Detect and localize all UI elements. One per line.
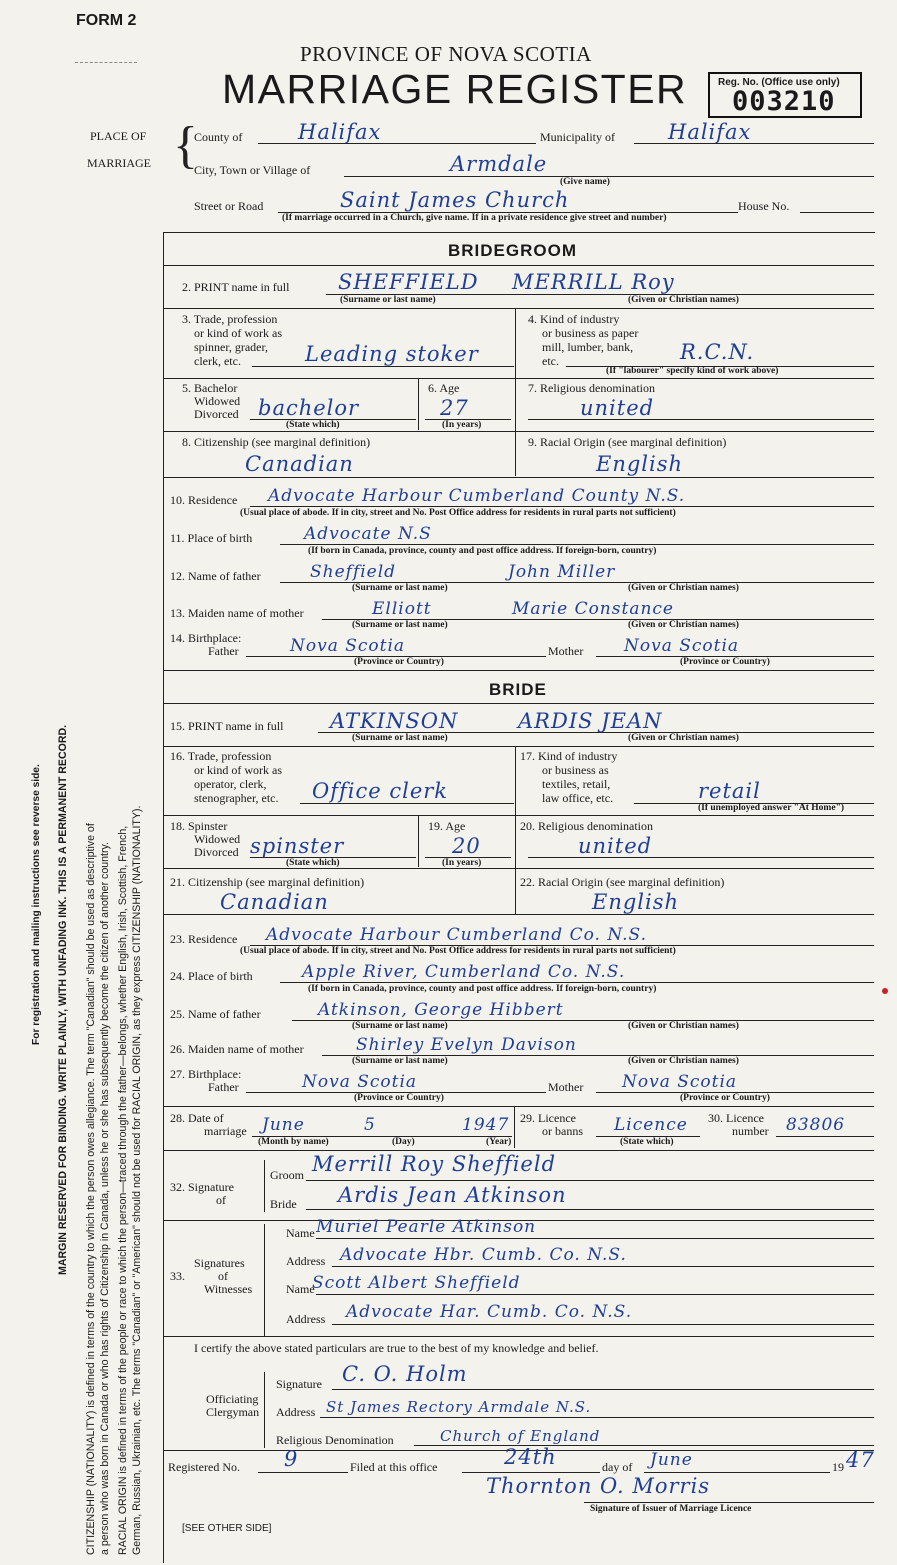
f27-cap-a: (Province or Country) [354,1093,444,1103]
f26-cap-given: (Given or Christian names) [628,1056,739,1066]
clergy-divider [264,1372,265,1448]
groom-signature: Merrill Roy Sheffield [312,1152,557,1176]
registered-label: Registered No. [168,1460,240,1474]
groom-sig-label: Groom [270,1168,304,1182]
bride-origin: English [592,890,680,914]
groom-mother-given: Marie Constance [512,599,674,619]
f11-label: 11. Place of birth [170,531,253,545]
clergy-sig-label: Signature [276,1377,322,1391]
registered-no: 9 [284,1447,299,1471]
groom-mother-bp: Nova Scotia [624,636,740,656]
municipality-label: Municipality of [540,130,615,144]
f16-l1: 16. Trade, profession [170,749,272,763]
groom-bottom-rule [163,670,874,671]
f17-l3: textiles, retail, [542,777,611,791]
f9-label: 9. Racial Origin (see marginal definition) [528,435,727,449]
reg-no-value: 003210 [732,86,836,117]
groom-citizenship: Canadian [245,452,354,476]
bride-birthplace: Apple River, Cumberland Co. N.S. [302,962,626,982]
city-label: City, Town or Village of [194,163,311,177]
groom-age: 27 [440,396,469,420]
w2-addr-label: Address [286,1312,326,1326]
f16-l4: stenographer, etc. [194,791,279,805]
f28-l2: marriage [204,1124,247,1138]
clergy-address: St James Rectory Armdale N.S. [326,1398,592,1416]
f10-label: 10. Residence [170,493,238,507]
f16-line [300,803,514,804]
filed-month-line [644,1472,830,1473]
street-note: (If marriage occurred in a Church, give name. If in a private residence give street and number) [282,213,667,223]
county-value: Halifax [298,120,382,144]
clergy-sig-line [332,1389,874,1390]
f24-label: 24. Place of birth [170,969,253,983]
filed-year-prefix: 19 [832,1460,844,1474]
f14-mother-label: Mother [548,644,584,658]
margin-line-1: For registration and mailing instructions see reverse side. [31,764,42,1045]
f29-state: (State which) [620,1137,674,1147]
f15-text: 15. PRINT name in full [170,719,284,733]
reg-no-box [708,72,862,118]
rule-after-f27 [163,1106,874,1107]
w1-addr-label: Address [286,1254,326,1268]
reg-no-label: Reg. No. (Office use only) [718,77,840,88]
f3-l4: clerk, etc. [194,354,241,368]
groom-status: bachelor [258,396,360,420]
house-line [800,212,874,213]
bride-state-which: (State which) [286,858,340,868]
page-title: MARRIAGE REGISTER [222,66,688,112]
groom-father-bp: Nova Scotia [290,636,406,656]
groom-cap-given: (Given or Christian names) [628,295,739,305]
groom-in-years: (In years) [442,420,482,430]
margin-line-6: German, Russian, Ukrainian, etc. The terms "Canadian" or "American" should not be used for RACIAL ORIGIN, as they express CITIZENSHIP (NATIONALITY). [131,805,143,1555]
bride-col-divider [515,746,516,914]
place-of-label: PLACE OF [90,129,147,143]
bride-citizenship: Canadian [220,890,329,914]
f17-l1: 17. Kind of industry [520,749,618,763]
officiating-l1: Officiating [206,1392,259,1406]
f3-l1: 3. Trade, profession [182,312,278,326]
w2-name-label: Name [286,1282,315,1296]
f29-l1: 29. Licence [520,1111,576,1125]
officiating-l2: Clergyman [206,1405,260,1419]
county-label: County of [194,130,243,144]
groom-father-surname: Sheffield [310,562,397,582]
f30-l2: number [732,1124,769,1138]
f17-note: (If unemployed answer "At Home") [698,803,845,813]
groom-mother-surname: Elliott [372,599,432,619]
marriage-month: June [262,1115,305,1135]
f2-text: 2. PRINT name in full [182,280,290,294]
witness1-address: Advocate Hbr. Cumb. Co. N.S. [340,1245,627,1265]
rule-after-f8 [163,477,874,478]
witness2-address: Advocate Har. Cumb. Co. N.S. [346,1302,633,1322]
f23-label: 23. Residence [170,932,238,946]
f6-label: 6. Age [428,381,460,395]
rule-after-f28 [163,1150,874,1151]
clergy-denomination: Church of England [440,1427,601,1445]
f13-cap-given: (Given or Christian names) [628,620,739,630]
f18-l3: Divorced [194,845,239,859]
f27-mother-label: Mother [548,1080,584,1094]
bride-cap-surname: (Surname or last name) [352,733,448,743]
f4-l1: 4. Kind of industry [528,312,620,326]
f30-l1: 30. Licence [708,1111,764,1125]
issuer-caption: Signature of Issuer of Marriage Licence [590,1504,752,1514]
groom-surname: SHEFFIELD [338,270,479,294]
groom-cap-surname: (Surname or last name) [340,295,436,305]
f12-cap-surname: (Surname or last name) [352,583,448,593]
f16-l3: operator, clerk, [194,777,267,791]
street-label: Street or Road [194,199,264,213]
cap-month: (Month by name) [258,1137,329,1147]
bride-head-rule [163,703,874,704]
f3-line [252,366,514,367]
groom-sig-line [306,1180,874,1181]
clergy-denom-label: Religious Denomination [276,1433,394,1447]
groom-origin: English [596,452,684,476]
f32-divider [264,1160,265,1212]
f5-l2: Widowed [194,394,241,408]
clergy-addr-label: Address [276,1405,316,1419]
licence-number: 83806 [786,1115,846,1135]
f25-cap-surname: (Surname or last name) [352,1021,448,1031]
rule-after-f18 [163,868,874,869]
f2-label [182,281,289,294]
f23-note: (Usual place of abode. If in city, street and No. Post Office address for residents in rural parts not sufficient) [240,946,676,956]
marriage-label: MARRIAGE [87,156,152,170]
bride-residence: Advocate Harbour Cumberland Co. N.S. [266,925,647,945]
f11-note: (If born in Canada, province, county and post office address. If foreign-born, country) [308,546,657,556]
bride-mother-bp: Nova Scotia [622,1072,738,1092]
bride-surname: ATKINSON [330,709,459,733]
f25-label: 25. Name of father [170,1007,261,1021]
groom-col-divider [515,308,516,476]
filed-line [462,1472,600,1473]
groom-industry: R.C.N. [680,340,755,364]
bride-cap-given: (Given or Christian names) [628,733,739,743]
f19-divider [418,815,419,867]
bride-age: 20 [452,834,481,858]
ink-dot [882,988,888,994]
groom-birthplace: Advocate N.S [304,524,432,544]
f13-cap-surname: (Surname or last name) [352,620,448,630]
f27-cap-b: (Province or Country) [680,1093,770,1103]
issuer-signature: Thornton O. Morris [486,1474,711,1498]
street-value: Saint James Church [340,188,570,212]
rule-after-f5 [163,431,874,432]
f7-label: 7. Religious denomination [528,381,655,395]
f14-cap-b: (Province or Country) [680,657,770,667]
f16-l2: or kind of work as [194,763,282,777]
f33-l1: Signatures [194,1256,245,1270]
witness2-name: Scott Albert Sheffield [312,1273,521,1293]
cap-year: (Year) [486,1137,512,1147]
w2-addr-line [332,1324,874,1325]
header-dash [75,62,137,63]
licence-type: Licence [614,1115,688,1135]
f12-label: 12. Name of father [170,569,261,583]
marriage-day: 5 [364,1115,376,1135]
groom-head-rule [163,265,874,266]
rule-after-f16 [163,815,874,816]
f26-cap-surname: (Surname or last name) [352,1056,448,1066]
brace: { [173,117,198,174]
f32-l1: 32. Signature [170,1180,234,1194]
groom-state-which: (State which) [286,420,340,430]
f4-l4: etc. [542,354,559,368]
f29-l2: or banns [542,1124,583,1138]
f27-l2: Father [208,1080,239,1094]
groom-religion: united [580,396,655,420]
f13-label: 13. Maiden name of mother [170,606,304,620]
f22-label: 22. Racial Origin (see marginal definition) [520,875,725,889]
house-label: House No. [738,199,790,213]
bride-father-bp: Nova Scotia [302,1072,418,1092]
f4-note: (If "labourer" specify kind of work above) [606,366,779,376]
rule-after-f33 [163,1336,874,1337]
f33-divider [264,1224,265,1336]
f18-l1: 18. Spinster [170,819,228,833]
f26-label: 26. Maiden name of mother [170,1042,304,1056]
rule-after-f3 [163,378,874,379]
province-heading: PROVINCE OF NOVA SCOTIA [300,42,592,66]
f6-divider [418,378,419,430]
marriage-year: 1947 [462,1115,510,1135]
f19-label: 19. Age [428,819,466,833]
f15-label [170,720,283,733]
f5-l3: Divorced [194,407,239,421]
groom-residence: Advocate Harbour Cumberland County N.S. [268,486,686,506]
margin-line-2: MARGIN RESERVED FOR BINDING. WRITE PLAINLY, WITH UNFADING INK. THIS IS A PERMANENT RECORD. [57,724,69,1275]
bridegroom-heading: BRIDEGROOM [448,241,577,260]
witness1-name: Muriel Pearle Atkinson [316,1217,537,1237]
f4-l2: or business as paper [542,326,639,340]
bride-status: spinster [250,834,345,858]
f24-note: (If born in Canada, province, county and post office address. If foreign-born, country) [308,984,657,994]
f27-l1: 27. Birthplace: [170,1067,242,1081]
f3-l3: spinner, grader, [194,340,269,354]
filed-month: June [650,1450,693,1470]
filed-day: 24th [504,1445,557,1469]
bride-sig-line [306,1209,874,1210]
rule-after-f15 [163,746,874,747]
groom-trade: Leading stoker [305,342,479,366]
f3-l2: or kind of work as [194,326,282,340]
see-other-side: [SEE OTHER SIDE] [182,1523,272,1534]
f8-label: 8. Citizenship (see marginal definition) [182,435,371,449]
f14-l1: 14. Birthplace: [170,631,242,645]
f4-l3: mill, lumber, bank, [542,340,634,354]
filed-year: 47 [846,1448,875,1472]
f33-l2: of [218,1269,228,1283]
f17-l2: or business as [542,763,609,777]
bride-heading: BRIDE [489,680,547,699]
bride-mother: Shirley Evelyn Davison [356,1035,577,1055]
f32-l2: of [216,1193,226,1207]
f14-l2: Father [208,644,239,658]
form-number: FORM 2 [76,12,137,29]
f12-cap-given: (Given or Christian names) [628,583,739,593]
bride-father: Atkinson, George Hibbert [318,1000,564,1020]
rule-after-f2 [163,308,874,309]
groom-given: MERRILL Roy [512,270,675,294]
city-note: (Give name) [560,177,610,187]
bride-in-years: (In years) [442,858,482,868]
margin-line-3: CITIZENSHIP (NATIONALITY) is defined in terms of the country to which the person owes allegiance. The term "Canadian" should be used as descriptive of [85,823,97,1555]
f33-l3: Witnesses [204,1282,253,1296]
bride-religion: united [578,834,653,858]
bride-trade: Office clerk [312,779,449,803]
cap-day: (Day) [392,1137,415,1147]
f17-l4: law office, etc. [542,791,614,805]
certify-text: I certify the above stated particulars are true to the best of my knowledge and belief. [194,1341,599,1355]
city-value: Armdale [450,152,548,176]
bride-industry: retail [698,779,761,803]
w1-name-label: Name [286,1226,315,1240]
f21-label: 21. Citizenship (see marginal definition) [170,875,365,889]
f20-label: 20. Religious denomination [520,819,653,833]
bride-signature: Ardis Jean Atkinson [338,1183,567,1207]
f10-note: (Usual place of abode. If in city, street and No. Post Office address for residents in rural parts not sufficient) [240,508,676,518]
municipality-value: Halifax [668,120,752,144]
f29-divider [514,1106,515,1148]
margin-line-5: RACIAL ORIGIN is defined in terms of the people or race to which the person—traced through the father—belongs, whether English, Irish, Scottish, French, [117,825,129,1555]
margin-line-4: a person who was born in Canada or who has rights of Citizenship in Canada, unless he or she has subsequently become the citizen of another country. [99,842,111,1555]
day-of-label: day of [602,1460,633,1474]
bride-sig-label: Bride [270,1197,297,1211]
issuer-line [584,1502,874,1503]
rule-after-f21 [163,914,874,915]
groom-father-given: John Miller [508,562,616,582]
f18-l2: Widowed [194,832,241,846]
filed-label: Filed at this office [350,1460,438,1474]
f33-num: 33. [170,1269,185,1283]
f14-cap-a: (Province or Country) [354,657,444,667]
f25-cap-given: (Given or Christian names) [628,1021,739,1031]
f5-l1: 5. Bachelor [182,381,238,395]
registered-line [258,1472,348,1473]
bride-given: ARDIS JEAN [518,709,663,733]
f28-l1: 28. Date of [170,1111,224,1125]
clergy-signature: C. O. Holm [342,1362,468,1386]
